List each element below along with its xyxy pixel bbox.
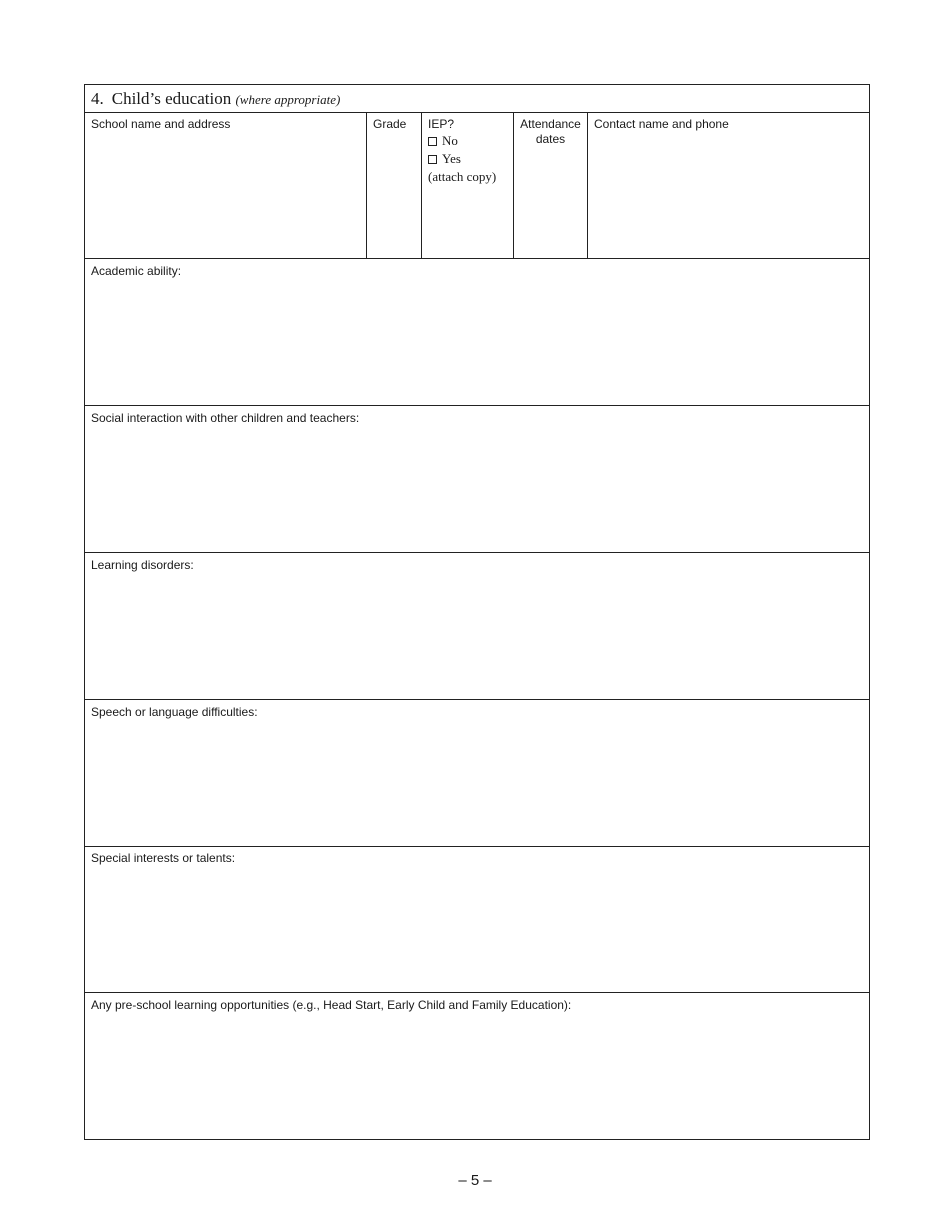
iep-yes-option[interactable] (428, 150, 507, 168)
iep-no-checkbox[interactable] (428, 137, 437, 146)
attendance-label-line1: Attendance (520, 117, 581, 131)
grade-field[interactable] (367, 113, 422, 258)
contact-field[interactable] (588, 113, 869, 258)
school-info-row (85, 113, 869, 259)
learning-disorders-label: Learning disorders: (91, 558, 194, 572)
iep-no-label: No (442, 133, 458, 148)
contact-label: Contact name and phone (594, 117, 729, 131)
iep-yes-label: Yes (442, 151, 461, 166)
section-title (85, 85, 869, 113)
preschool-opportunities-field[interactable] (85, 993, 869, 1140)
iep-attach-note: (attach copy) (428, 169, 497, 184)
school-name-field[interactable] (85, 113, 367, 258)
speech-language-label: Speech or language difficulties: (91, 705, 258, 719)
social-interaction-label: Social interaction with other children and teachers: (91, 411, 360, 425)
iep-field (422, 113, 514, 258)
social-interaction-field[interactable] (85, 406, 869, 553)
school-name-label: School name and address (91, 117, 231, 131)
academic-ability-field[interactable] (85, 259, 869, 406)
page-number: – 5 – (458, 1172, 492, 1189)
section-note: (where appropriate) (235, 92, 341, 107)
speech-language-field[interactable] (85, 700, 869, 847)
attendance-dates-field[interactable] (514, 113, 588, 258)
special-interests-field[interactable] (85, 846, 869, 993)
academic-ability-label: Academic ability: (91, 264, 182, 278)
iep-yes-checkbox[interactable] (428, 155, 437, 164)
attendance-label-line2: dates (535, 132, 566, 146)
iep-no-option[interactable] (428, 132, 507, 150)
preschool-opportunities-label: Any pre-school learning opportunities (e.g., Head Start, Early Child and Family Education): (91, 998, 572, 1012)
grade-label: Grade (373, 117, 407, 131)
section-number: 4. (91, 89, 104, 108)
child-education-form (84, 84, 870, 1140)
iep-label: IEP? (428, 117, 455, 131)
special-interests-label: Special interests or talents: (91, 851, 236, 865)
learning-disorders-field[interactable] (85, 553, 869, 700)
section-heading: Child’s education (111, 89, 232, 108)
